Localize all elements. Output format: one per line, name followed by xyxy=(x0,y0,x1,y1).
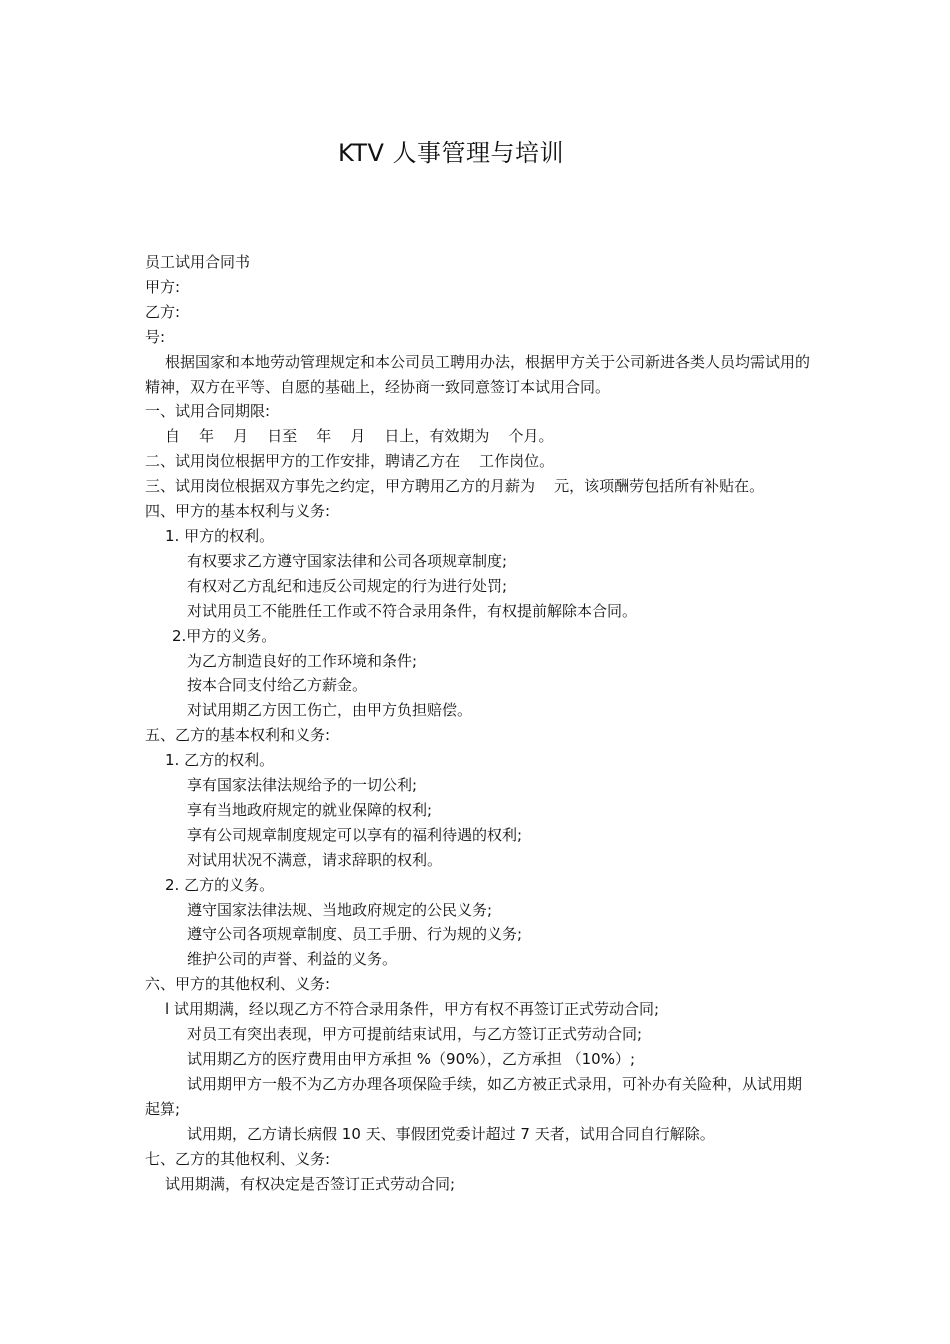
section-1-body: 自 年 月 日至 年 月 日上，有效期为 个月。 xyxy=(165,427,554,446)
section-5-item-2-b: 遵守公司各项规章制度、员工手册、行为规的义务; xyxy=(187,925,523,944)
intro-paragraph: 根据国家和本地劳动管理规定和本公司员工聘用办法，根据甲方关于公司新进各类人员均需试用的精神，双方在平等、自愿的基础上，经协商一致同意签订本试用合同。 xyxy=(145,352,811,396)
section-4-item-1: 1. 甲方的权利。 xyxy=(165,526,275,545)
document-body xyxy=(145,250,813,1196)
section-4-heading: 四、甲方的基本权利与义务: xyxy=(145,502,331,521)
section-4-item-1-a: 有权要求乙方遵守国家法律和公司各项规章制度; xyxy=(187,551,508,570)
section-5-item-2-a: 遵守国家法律法规、当地政府规定的公民义务; xyxy=(187,900,493,919)
section-1-heading: 一、试用合同期限: xyxy=(145,402,271,421)
number-line: 号: xyxy=(145,327,166,346)
section-5-item-1-b: 享有当地政府规定的就业保障的权利; xyxy=(187,800,433,819)
section-6-heading: 六、甲方的其他权利、义务: xyxy=(145,975,331,994)
section-4-item-2-c: 对试用期乙方因工伤亡，由甲方负担赔偿。 xyxy=(187,701,473,720)
section-3: 三、试用岗位根据双方事先之约定，甲方聘用乙方的月薪为 元，该项酬劳包括所有补贴在。 xyxy=(145,477,765,496)
section-6-item-c: 试用期乙方的医疗费用由甲方承担 %（90%），乙方承担 （10%）; xyxy=(187,1050,636,1068)
section-6-item-a: l 试用期满，经以现乙方不符合录用条件，甲方有权不再签订正式劳动合同; xyxy=(165,1000,659,1019)
section-6-item-d: 试用期甲方一般不为乙方办理各项保险手续，如乙方被正式录用，可补办有关险种，从试用期起算; xyxy=(145,1074,803,1118)
section-5-item-2-c: 维护公司的声誉、利益的义务。 xyxy=(187,950,398,969)
document-title: KTV 人事管理与培训 xyxy=(337,139,565,167)
section-5-item-1-a: 享有国家法律法规给予的一切公利; xyxy=(187,776,418,795)
section-4-item-1-b: 有权对乙方乱纪和违反公司规定的行为进行处罚; xyxy=(187,576,508,595)
section-6-item-e: 试用期，乙方请长病假 10 天、事假团党委计超过 7 天者，试用合同自行解除。 xyxy=(187,1124,715,1143)
contract-title: 员工试用合同书 xyxy=(145,253,251,271)
section-2: 二、试用岗位根据甲方的工作安排，聘请乙方在 工作岗位。 xyxy=(145,452,555,471)
section-5-item-1: 1. 乙方的权利。 xyxy=(165,751,275,770)
section-4-item-2: 2.甲方的义务。 xyxy=(172,626,277,645)
section-7-item-a: 试用期满，有权决定是否签订正式劳动合同; xyxy=(165,1174,456,1193)
section-4-item-2-a: 为乙方制造良好的工作环境和条件; xyxy=(187,651,418,670)
section-6-item-b: 对员工有突出表现，甲方可提前结束试用，与乙方签订正式劳动合同; xyxy=(187,1025,643,1044)
section-5-item-1-c: 享有公司规章制度规定可以享有的福利待遇的权利; xyxy=(187,825,523,844)
section-7-heading: 七、乙方的其他权利、义务: xyxy=(145,1149,331,1168)
section-5-heading: 五、乙方的基本权利和义务: xyxy=(145,726,331,745)
party-a-line: 甲方: xyxy=(145,277,181,296)
section-5-item-1-d: 对试用状况不满意，请求辞职的权利。 xyxy=(187,850,443,869)
section-4-item-2-b: 按本合同支付给乙方薪金。 xyxy=(187,676,368,695)
section-4-item-1-c: 对试用员工不能胜任工作或不符合录用条件，有权提前解除本合同。 xyxy=(187,601,638,620)
party-b-line: 乙方: xyxy=(145,302,181,321)
section-5-item-2: 2. 乙方的义务。 xyxy=(165,875,275,894)
